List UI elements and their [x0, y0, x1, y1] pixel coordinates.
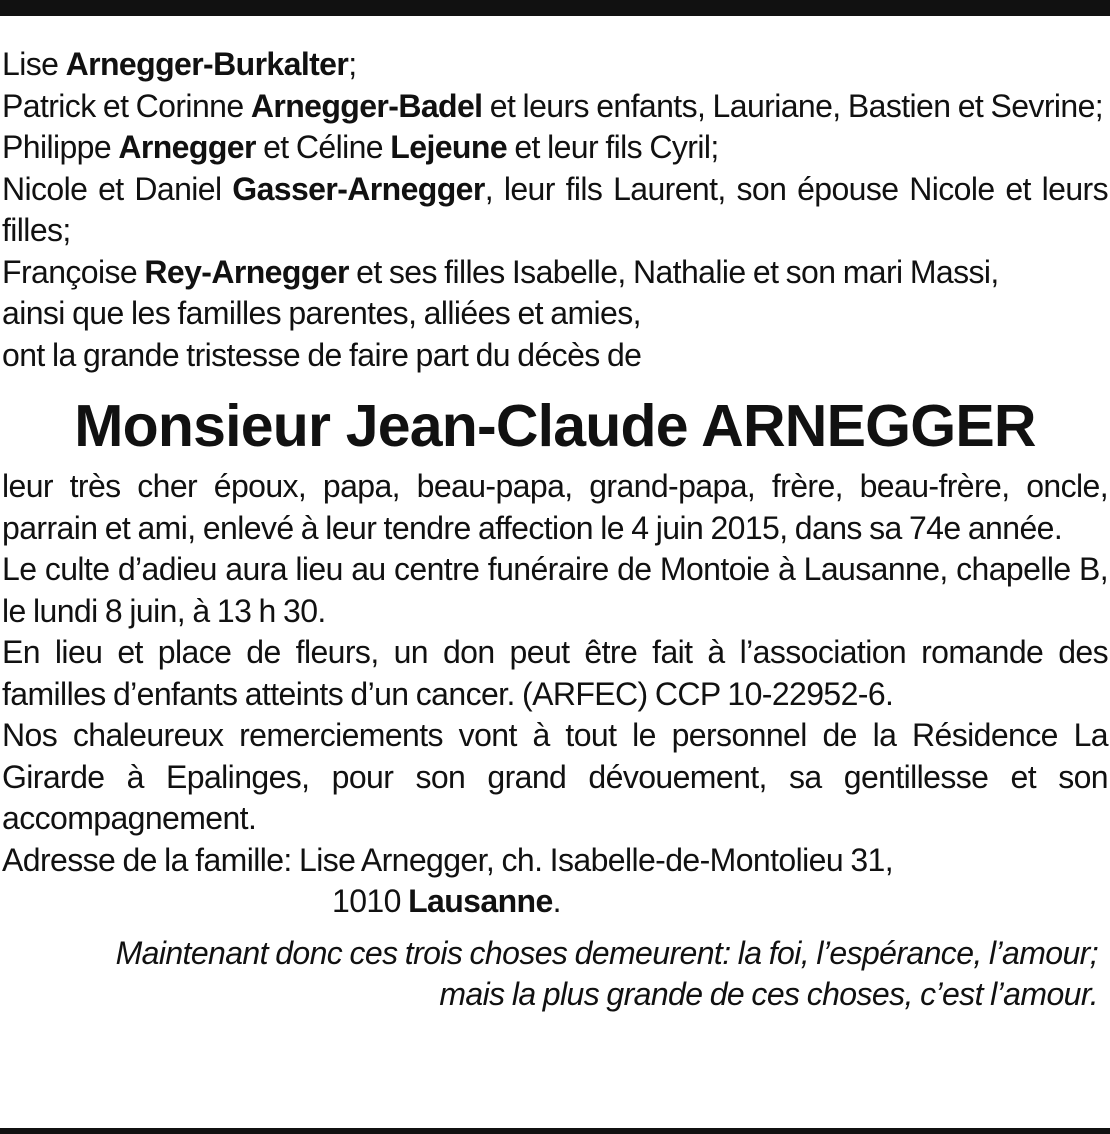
announcer-text: Patrick et Corinne — [2, 87, 251, 124]
intro-line: ont la grande tristesse de faire part du décès de — [2, 336, 642, 373]
announcer-text: et ses filles Isabelle, Nathalie et son mari Massi, — [348, 253, 999, 290]
announcer-text: et leur fils Cyril; — [507, 129, 719, 165]
announcer-line — [2, 169, 1108, 252]
top-rule — [0, 0, 1110, 16]
quote-line: Maintenant donc ces trois choses demeurent: la foi, l’espérance, l’amour; — [115, 934, 1098, 971]
announcer-text: Nicole et Daniel — [2, 170, 233, 207]
announcer-surname: Arnegger — [118, 129, 256, 165]
announcer-surname: Gasser-Arnegger — [232, 170, 485, 207]
body-paragraph: Le culte d’adieu aura lieu au centre funéraire de Montoie à Lausanne, chapelle B, le lundi 8 juin, à 13 h 30. — [2, 551, 1108, 629]
address-end: . — [552, 883, 561, 919]
body-paragraph: Nos chaleureux remerciements vont à tout le personnel de la Résidence La Girarde à Epalinges, pour son grand dévouement, sa gentillesse et son accompagnement. — [2, 717, 1108, 836]
bottom-rule — [0, 1128, 1110, 1134]
family-line: ainsi que les familles parentes, alliées et amies, — [2, 295, 641, 331]
announcer-text: Philippe — [2, 129, 119, 165]
announcer-text: ; — [348, 46, 357, 82]
announcer-line — [2, 252, 1108, 294]
announcer-surname: Arnegger-Badel — [250, 87, 483, 124]
bible-quote — [2, 933, 1098, 1016]
announcer-text: et Céline — [255, 129, 391, 165]
quote-line: mais la plus grande de ces choses, c’est l’amour. — [439, 976, 1098, 1012]
family-address: Adresse de la famille: Lise Arnegger, ch. Isabelle-de-Montolieu 31, — [2, 841, 894, 878]
announcer-line — [2, 127, 1108, 169]
announcer-line — [2, 86, 1108, 128]
announcer-text: et leurs enfants, Lauriane, Bastien et Sevrine; — [482, 87, 1104, 124]
body-paragraph: En lieu et place de fleurs, un don peut être fait à l’association romande des familles d’enfants atteints d’un cancer. (ARFEC) CCP 10-22952-6. — [2, 634, 1108, 712]
city: Lausanne — [408, 883, 553, 919]
announcer-line — [2, 44, 1108, 86]
announcer-surname: Arnegger-Burkalter — [65, 46, 349, 82]
body-paragraph: leur très cher époux, papa, beau-papa, grand-papa, frère, beau-frère, oncle, parrain et ami, enlevé à leur tendre affection le 4 juin 2015, dans sa 74e année. — [2, 468, 1108, 546]
announcer-surname: Lejeune — [390, 129, 508, 165]
obituary-notice — [2, 44, 1108, 1016]
postcode: 1010 — [332, 883, 409, 919]
announcer-text: Lise — [2, 46, 66, 82]
deceased-name: Monsieur Jean-Claude ARNEGGER — [74, 393, 1036, 459]
family-address-city-line — [2, 881, 1108, 923]
announcer-surname: Rey-Arnegger — [144, 253, 349, 290]
announcer-text: , leur fils Laurent, son épouse Nicole et leurs filles; — [2, 170, 1108, 248]
announcer-text: Françoise — [2, 253, 145, 290]
